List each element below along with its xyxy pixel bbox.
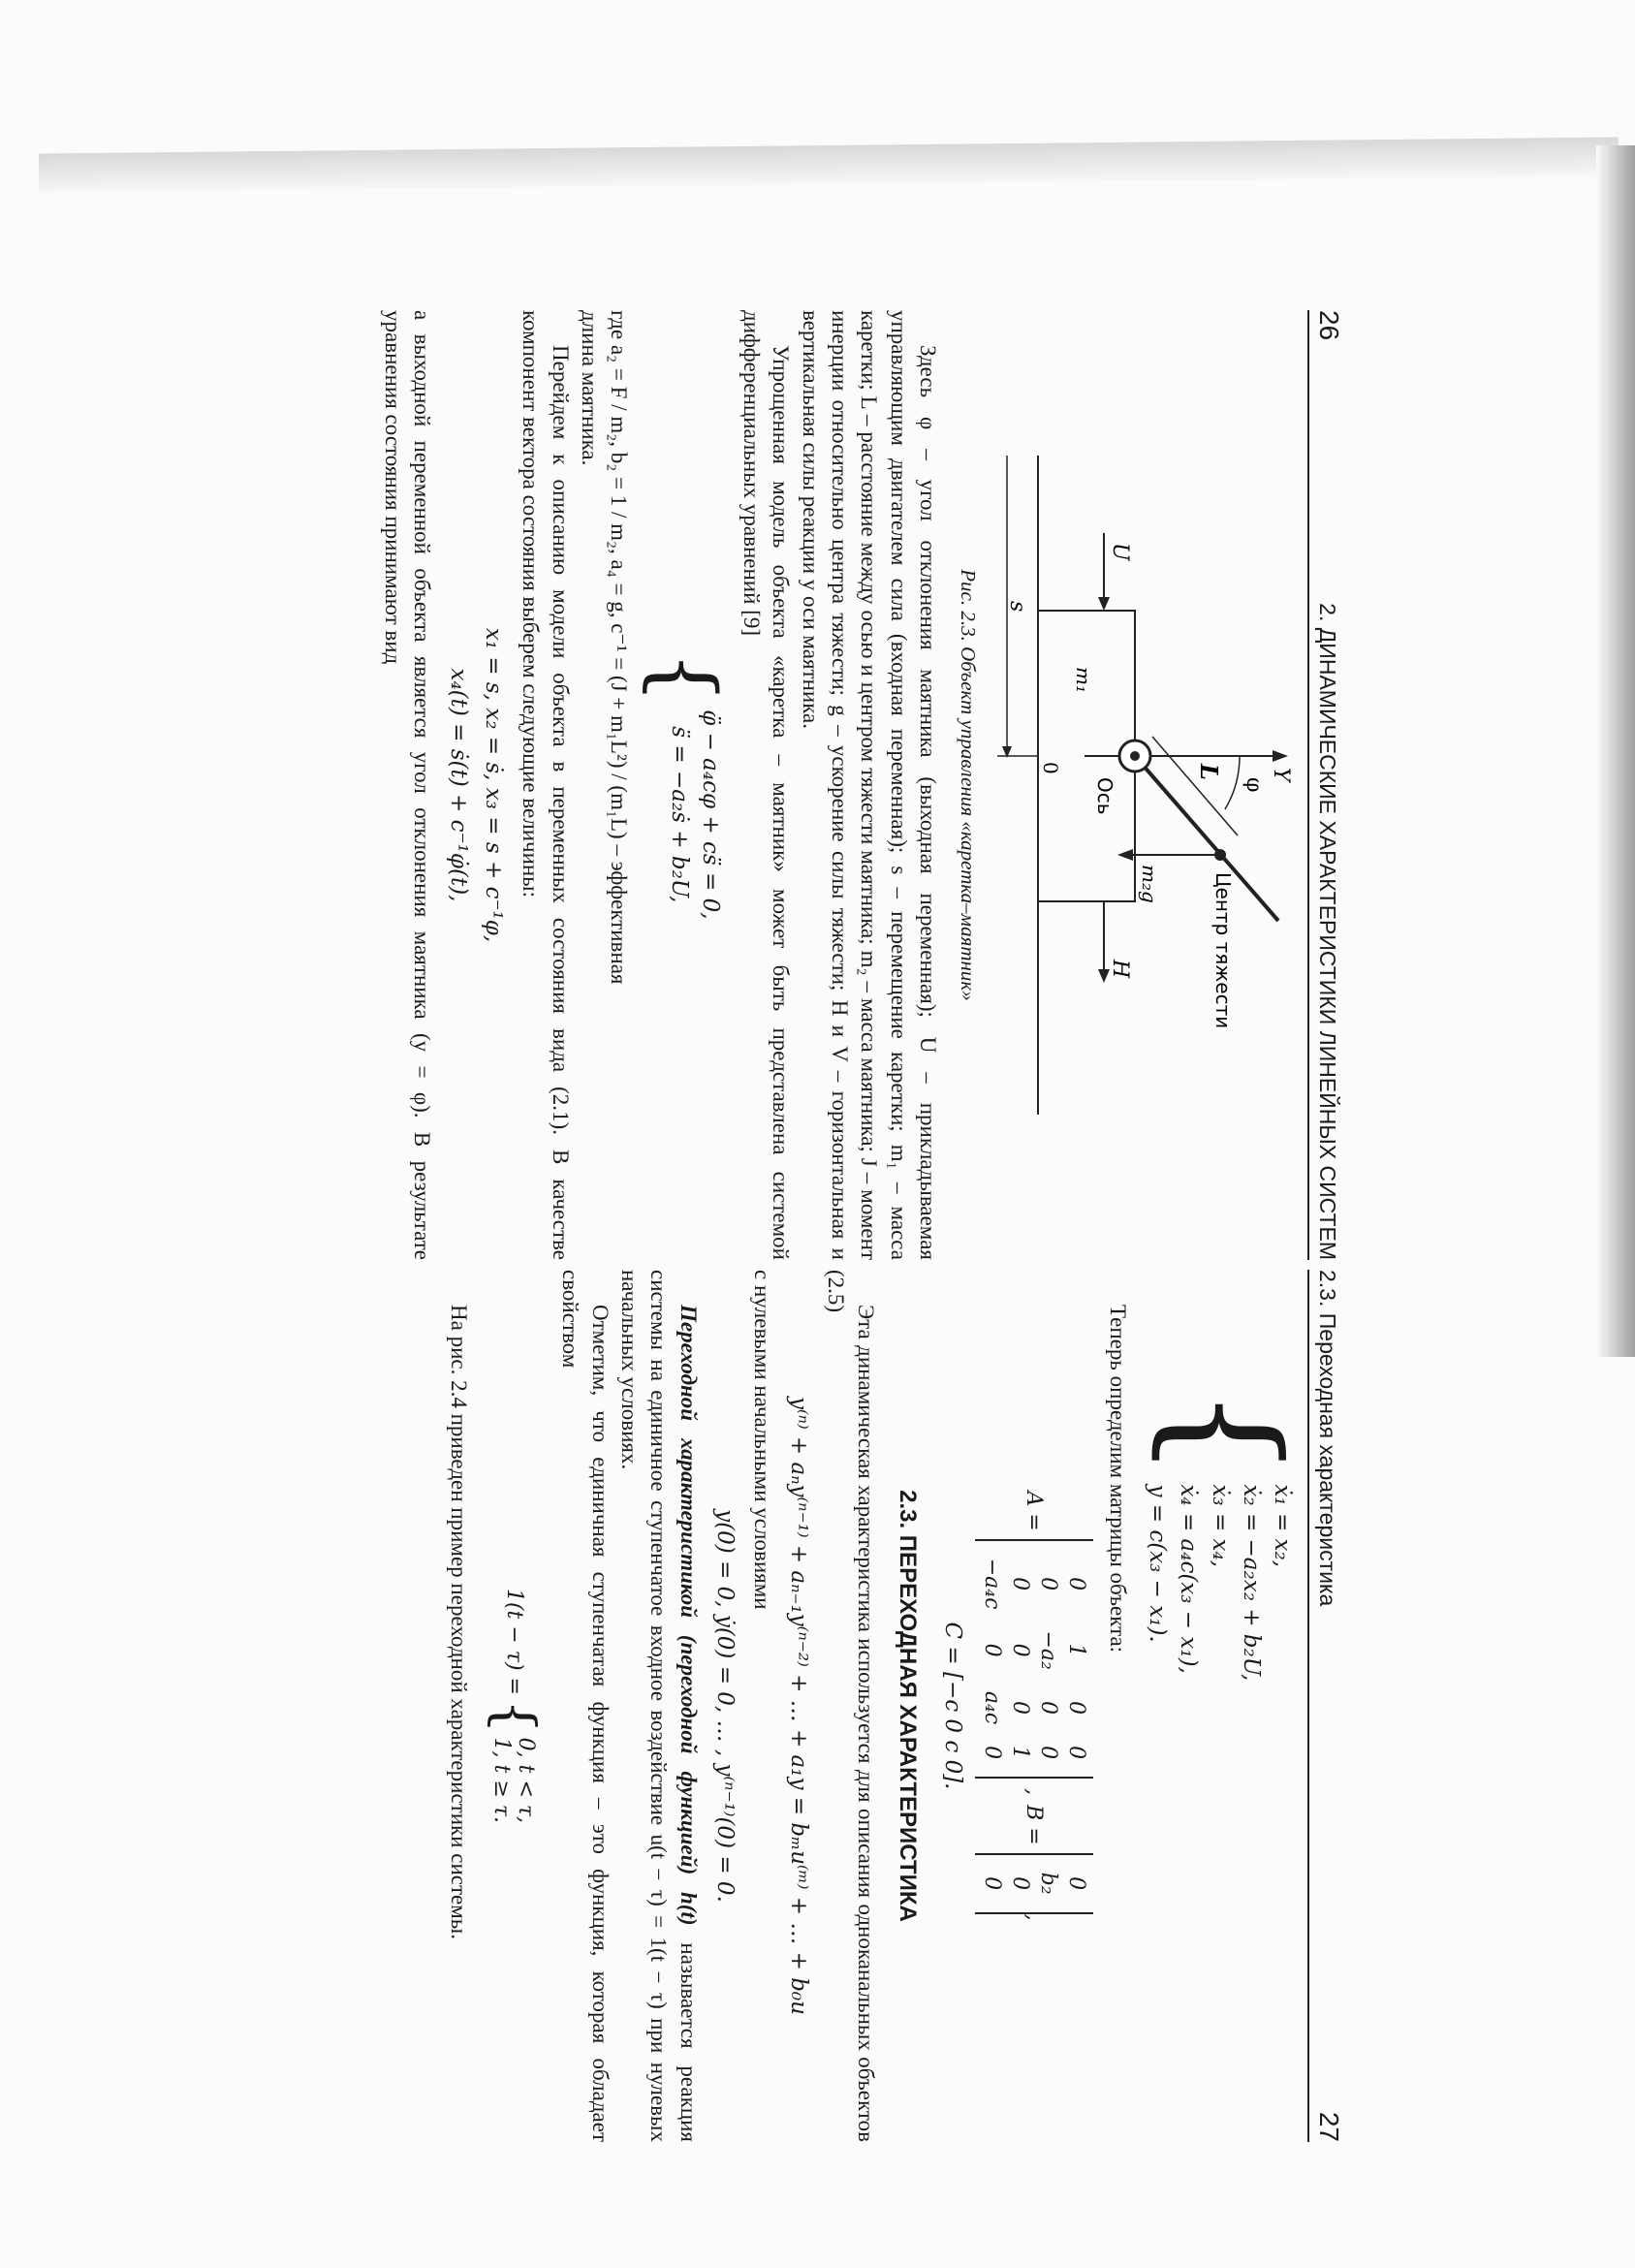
initial-conditions: y(0) = 0, ẏ(0) = 0, … , y⁽ⁿ⁻¹⁾(0) = 0. <box>711 1509 738 1903</box>
matrix-a-cell: 0 <box>1063 1577 1088 1591</box>
right-paragraph-3: Отметим, что единичная ступенчатая функция – это функция, которая обладает свойством <box>558 1270 613 2142</box>
left-paragraph-3: Перейдем к описанию модели объекта в переменных состояния вида (2.1). В качестве компонент вектора состояния выберем следующие величины: <box>519 310 573 1260</box>
matrix-b-label: B = <box>1022 1805 1047 1845</box>
differential-equation: y⁽ⁿ⁾ + aₙy⁽ⁿ⁻¹⁾ + aₙ₋₁y⁽ⁿ⁻²⁾ + … + a₁y = bₘu⁽ᵐ⁾ + … + b₀u <box>785 1397 811 2015</box>
state-eq-3: ẋ₃ = x₄, <box>1207 1484 1233 1568</box>
matrix-a-cell: −a₂ <box>1035 1630 1060 1670</box>
matrix-block: A = 0 1 0 0 0 −a₂ 0 0 0 0 0 1 −a₄c 0 a₄c 0 , B = 0 b₂ 0 0 , <box>975 1270 1093 2142</box>
matrix-b-cell: 0 <box>1007 1876 1032 1891</box>
system-eq-1: φ̈ − a₄cφ + cs̈ = 0, <box>698 709 724 920</box>
left-paragraph-1: Здесь φ – угол отклонения маятника (выходная переменная); U – прикладываемая управляющим двигателем сила (входная переменная); s – перемещение каретки; m₁ – масса каретки; L – расстояние между осью и центром тяжести маятника; m₂ – масса маятника; J – момент инерции относительно центра тяжести; g – ускорение силы тяжести; H и V – горизонтальная и вертикальная силы реакции у оси маятника. <box>798 310 940 1260</box>
system-eq-2: s̈ = −a₂ṡ + b₂U, <box>667 726 693 903</box>
step-function-lhs: 1(t − τ) = <box>501 1588 526 1695</box>
fig-label-length: L <box>1195 764 1223 780</box>
figure-caption: Рис. 2.3. Объект управления «каретка–маятник» <box>957 569 980 1001</box>
matrix-a-cell: 1 <box>1007 1746 1032 1760</box>
differential-system: { φ̈ − a₄cφ + cs̈ = 0, s̈ = −a₂ṡ + b₂U, <box>636 650 734 920</box>
matrix-a-cell: 0 <box>1035 1746 1060 1760</box>
matrix-b <box>975 1853 1093 1914</box>
right-paragraph-1: Эта динамическая характеристика используется для описания одноканальных объектов (2.5) <box>824 1270 878 2142</box>
matrix-a-cell: 0 <box>1035 1700 1060 1715</box>
matrix-a-cell: 0 <box>979 1643 1004 1657</box>
cart-pendulum-figure <box>988 417 1298 1153</box>
state-variable-4: x₄(t) = ṡ(t) + c⁻¹φ̇(t), <box>446 668 472 902</box>
state-eq-4: ẋ₄ = a₄c(x₃ − x₁), <box>1176 1484 1202 1674</box>
right-page-number: 27 <box>1314 2111 1344 2142</box>
step-function: 1(t − τ) = { 0, t < τ, 1, t ≥ τ. <box>482 1588 546 1824</box>
fig-label-displacement: s <box>1005 601 1029 613</box>
state-eq-1: ẋ₁ = x₂, <box>1270 1484 1295 1568</box>
matrices-intro: Теперь определим матрицы объекта: <box>1106 1305 1131 1654</box>
fig-label-center-of-gravity: Центр тяжести <box>1211 872 1235 1029</box>
left-running-head <box>1307 310 1344 1260</box>
fig-label-y: Y <box>1269 768 1293 782</box>
state-equations: { ẋ₁ = x₂, ẋ₂ = −a₂x₂ + b₂U, ẋ₃ = x₄, ẋ₄ = a₄c(x₃ − x₁), y = c(x₃ − x₁). <box>1141 1386 1309 1682</box>
matrix-a-cell: 0 <box>1007 1643 1032 1657</box>
definition-text: называется реакция системы на единичное ступенчатое входное воздействие u(t − τ) = 1(t − τ) при нулевых начальных условиях. <box>616 1270 701 2143</box>
fig-label-weight: m₂g <box>1138 865 1161 903</box>
right-page <box>7 1270 1344 2142</box>
right-running-head <box>1307 1270 1344 2142</box>
matrix-b-cell: 0 <box>1063 1876 1088 1891</box>
step-case-2: 1, t ≥ τ. <box>489 1737 515 1824</box>
matrix-a-cell: 0 <box>1063 1700 1088 1715</box>
matrix-a-cell: 0 <box>1035 1577 1060 1591</box>
matrix-a-cell: −a₄c <box>979 1558 1004 1610</box>
fig-label-pivot: Ось <box>1093 777 1116 815</box>
definition-paragraph <box>614 1270 703 2142</box>
matrix-b-cell: b₂ <box>1035 1872 1060 1895</box>
matrix-a-cell: 0 <box>1007 1577 1032 1591</box>
step-case-1: 0, t < τ, <box>514 1737 539 1824</box>
where-continuation: длина маятника. <box>578 310 603 466</box>
matrix-a-cell: 0 <box>1063 1746 1088 1760</box>
matrix-a-cell: 1 <box>1063 1643 1088 1657</box>
fig-label-cart-mass: m₁ <box>1072 667 1095 693</box>
fig-label-origin: 0 <box>1039 762 1062 774</box>
definition-term: Переходной характеристикой (переходной функцией) h(t) <box>676 1305 701 1926</box>
section-heading: 2.3. ПЕРЕХОДНАЯ ХАРАКТЕРИСТИКА <box>894 1490 921 1922</box>
matrix-a-cell: 0 <box>979 1746 1004 1760</box>
matrix-a-cell: a₄c <box>979 1690 1004 1725</box>
matrix-a-cell: 0 <box>1007 1700 1032 1715</box>
left-page <box>7 310 1344 1260</box>
left-page-number: 26 <box>1314 310 1344 341</box>
state-eq-2: ẋ₂ = −a₂x₂ + b₂U, <box>1238 1484 1264 1682</box>
matrix-a-label: A = <box>1022 1491 1047 1531</box>
fig-label-reaction: H <box>1108 960 1132 979</box>
right-section-title: 2.3. Переходная характеристика <box>1315 1270 1340 1607</box>
right-paragraph-2: с нулевыми начальными условиями <box>749 1270 774 1610</box>
state-eq-5: y = c(x₃ − x₁). <box>1145 1484 1171 1643</box>
fig-label-force: U <box>1108 543 1132 561</box>
fig-label-phi: φ <box>1242 777 1266 793</box>
matrix-b-cell: 0 <box>979 1876 1004 1891</box>
left-paragraph-4: а выходной переменной объекта является угол отклонения маятника (y = φ). В результате уравнения состояния принимают вид <box>380 310 435 1260</box>
left-paragraph-2: Упрощенная модель объекта «каретка – маятник» может быть представлена системой дифференциальных уравнений [9] <box>739 310 794 1260</box>
matrix-a <box>975 1539 1093 1779</box>
where-definitions: где a₂ = F / m₂, b₂ = 1 / m₂, a₄ = g, c⁻¹ = (J + m₁L²) / (m₁L) – эффективная <box>607 310 632 985</box>
left-chapter-title: 2. ДИНАМИЧЕСКИЕ ХАРАКТЕРИСТИКИ ЛИНЕЙНЫХ СИСТЕМ <box>1315 603 1340 1260</box>
right-paragraph-4: На рис. 2.4 приведен пример переходной характеристики системы. <box>446 1305 471 1939</box>
matrix-c: C = [−c 0 c 0]. <box>939 1622 965 1790</box>
state-variables: x₁ = s, x₂ = ṡ, x₃ = s + c⁻¹φ, <box>481 627 507 943</box>
